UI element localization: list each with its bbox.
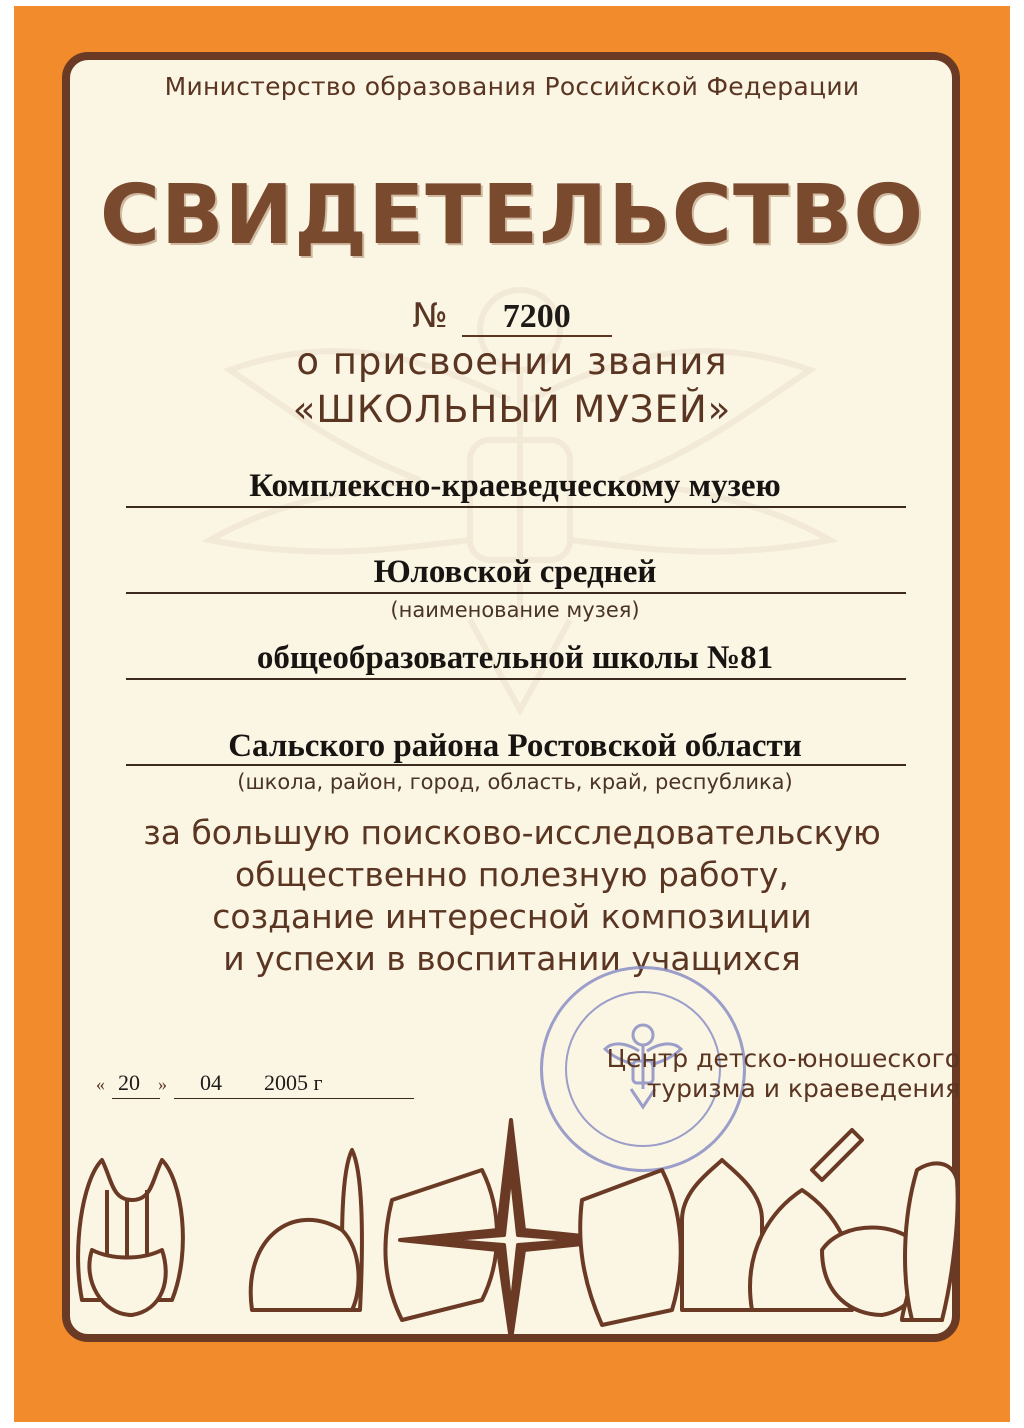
subtitle-line-1: о присвоении звания xyxy=(296,340,728,383)
recipient-underline-1 xyxy=(126,506,906,508)
reason-line-2: общественно полезную работу, xyxy=(235,855,789,894)
day-underline xyxy=(112,1098,160,1099)
certificate-title: СВИДЕТЕЛЬСТВО xyxy=(99,168,925,263)
recipient-line-1: Комплексно-краеведческому музею xyxy=(249,468,781,504)
recipient-underline-4 xyxy=(126,764,906,766)
date-day: 20 xyxy=(118,1070,140,1095)
decorative-border-illustration xyxy=(62,1110,960,1342)
recipient-line-3: общеобразовательной школы №81 xyxy=(256,640,774,676)
school-location-hint: (школа, район, город, область, край, республика) xyxy=(237,770,793,794)
reason-line-4: и успехи в воспитании учащихся xyxy=(223,939,801,978)
date-close-quote: » xyxy=(158,1074,167,1094)
issuer-line-2: туризма и краеведения xyxy=(646,1074,960,1103)
reason-line-3: создание интересной композиции xyxy=(212,897,812,936)
date-year: 2005 г xyxy=(264,1070,323,1095)
recipient-line-2: Юловской средней xyxy=(373,554,657,590)
recipient-underline-2 xyxy=(126,592,906,594)
issuer-line-1: Центр детско-юношеского xyxy=(606,1044,960,1073)
reason-line-1: за большую поисково-исследовательскую xyxy=(143,813,881,852)
number-sign: № xyxy=(412,296,448,336)
ministry-name: Министерство образования Российской Федерации xyxy=(164,72,860,101)
certificate-number: 7200 xyxy=(462,299,612,337)
subtitle-line-2: «ШКОЛЬНЫЙ МУЗЕЙ» xyxy=(292,388,732,431)
date-open-quote: « xyxy=(96,1074,105,1094)
date-month: 04 xyxy=(200,1070,222,1095)
museum-name-hint: (наименование музея) xyxy=(390,598,640,622)
recipient-line-4: Сальского района Ростовской области xyxy=(228,728,802,764)
recipient-underline-3 xyxy=(126,678,906,680)
month-year-underline xyxy=(174,1098,414,1099)
certificate-number-row xyxy=(0,296,1024,337)
